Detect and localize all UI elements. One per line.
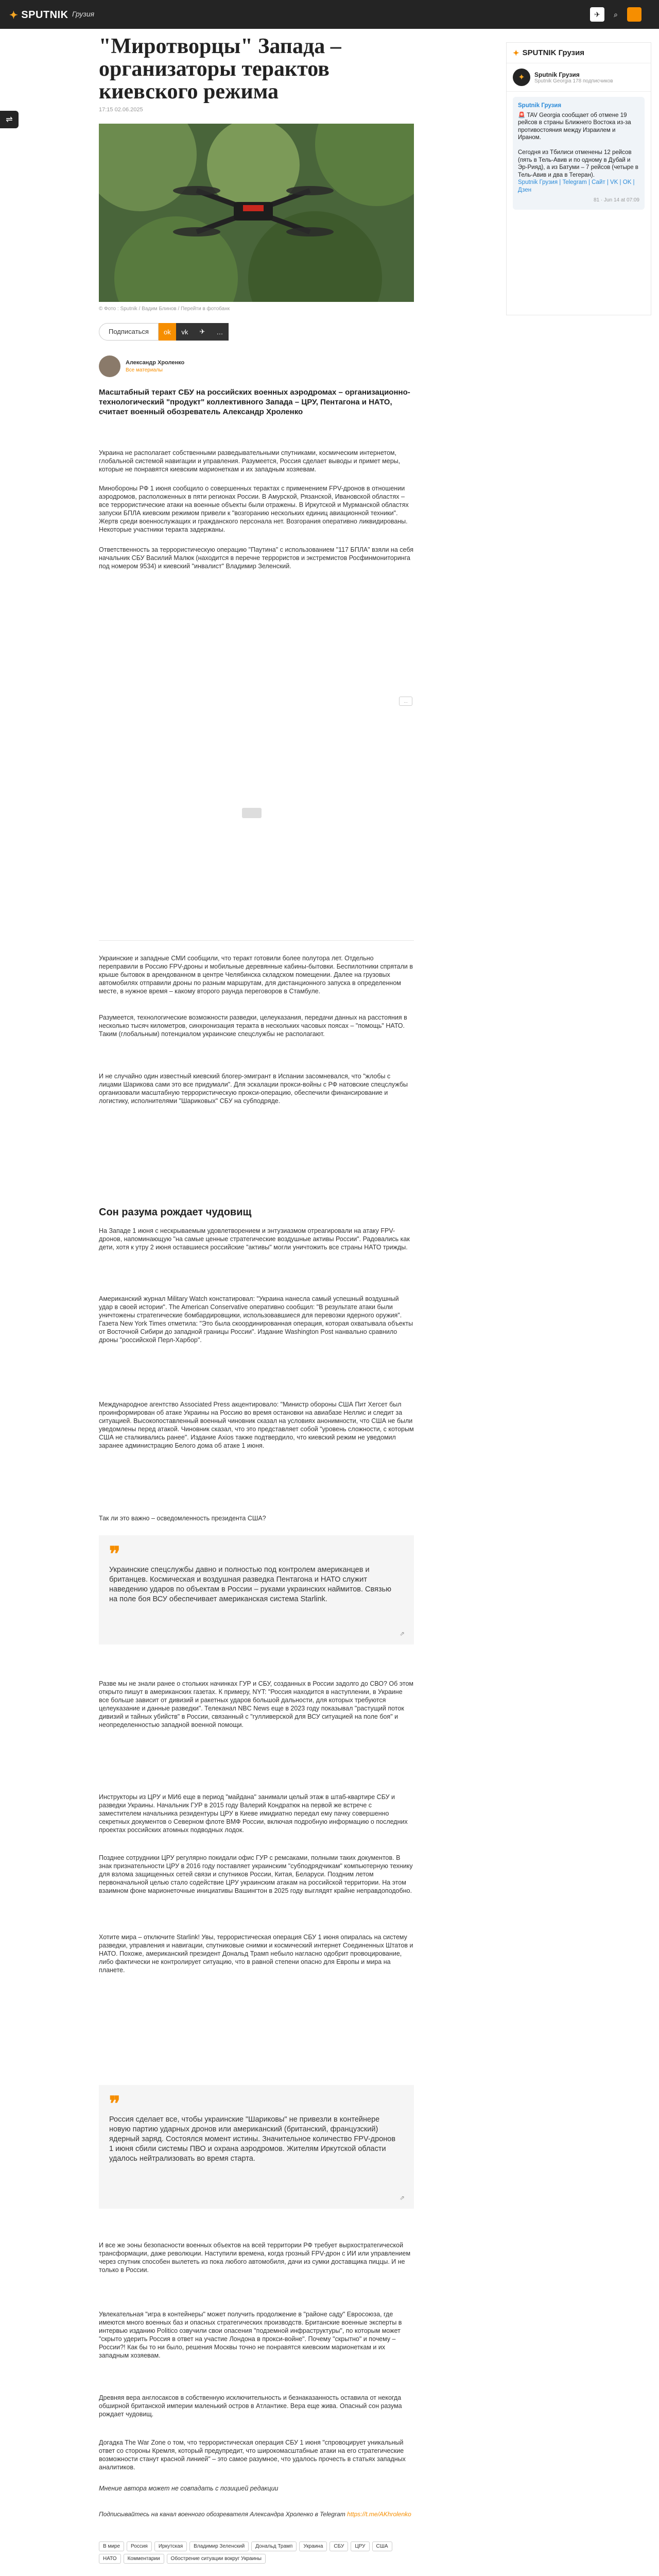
tag[interactable]: ЦРУ	[351, 2541, 369, 2551]
post-author: Sputnik Грузия	[518, 103, 562, 109]
quote-text: Россия сделает все, чтобы украинские "Шариковы" не привезли в контейнере новую партию ударных дронов или американский (британский, французский) ядерный заряд. Состоялся момент истины. Значительное количество FPV-дронов 1 июня сбили системы ПВО и охрана аэродромов. Жителям Иркутской области удалось нейтрализовать во время старта.	[109, 2115, 396, 2163]
widget-header	[507, 43, 651, 63]
channel-info[interactable]	[507, 63, 651, 92]
tag[interactable]: Обострение ситуации вокруг Украины	[167, 2554, 266, 2564]
article-lead: Масштабный теракт СБУ на российских военных аэродромах – организационно-технологический "продукт" коллективного Запада – ЦРУ, Пентагона и НАТО, считает военный обозреватель Александр Хроленко	[99, 388, 410, 416]
paragraph: Разве мы не знали ранее о стольких начинках ГУР и СБУ, созданных в России задолго до СВО? Об этом открыто пишут в американских газетах. К примеру, NYT: "Россия находится в наступлении, в Украине все больше зависит от дивизий и ракетных ударов большой дальности, для которых требуются целеуказание и данные разведки". Телеканал NBC News еще в 2023 году показывал "растущий поток дивизий и тайных убийств" в России, связанный с "гулливерской для ВСУ ситуацией на поле боя" и неопределенностью западной военной помощи.	[99, 1680, 414, 1728]
telegram-post	[513, 97, 645, 210]
share-ok-icon[interactable]: ok	[159, 323, 176, 341]
post-meta: 81 · Jun 14 at 07:09	[594, 197, 639, 203]
region-label[interactable]: Грузия	[72, 10, 95, 18]
share-quote-icon[interactable]: ⇗	[399, 1630, 405, 1637]
sputnik-logo[interactable]	[9, 9, 68, 22]
paragraph: Международное агентство Associated Press акцентировало: "Министр обороны США Пит Хегсет был проинформирован об атаке Украины на Россию во время остановки на авиабазе Неллис и следит за ситуацией. Высокопоставленный военный чиновник сказал на условиях анонимности, что США не были уведомлены перед атакой. Чиновник сказал, что это представляет собой "уровень сложности, с которым США не сталкивались ранее". Издание Axios также подтвердило, что киевский режим не уведомил заранее администрацию Белого дома об атаке 1 июня.	[99, 1401, 414, 1449]
paragraph: Украина не располагает собственными разведывательными спутниками, космическим интернетом, глобальной системой навигации и управления. Разумеется, Россия сделает выводы и примет меры, которые не понравятся киевским марионеткам и их западным хозяевам.	[99, 449, 401, 473]
tag[interactable]: США	[372, 2541, 392, 2551]
photo-caption: © Фото : Sputnik / Вадим Блинов / Перейти в фотобанк	[99, 306, 230, 312]
article-photo	[99, 124, 414, 302]
paragraph: И все же эоны безопасности военных объектов на всей территории РФ требует вырхостратегической трансформации, даже революции. Наступили времена, когда грозный FPV-дрон с ИИ или управлением через спутник способен вылететь из пока любого автомобиля, дачи из сумки доставщика пиццы. И не только в России.	[99, 2242, 411, 2274]
paragraph: Инструкторы из ЦРУ и МИ6 еще в период "майдана" занимали целый этаж в штаб-квартире СБУ и разведки Украины. Начальник ГУР в 2015 году Валерий Кондратюк на первой же встрече с заместителем начальника резидентуры ЦРУ в Киеве имидиатно передал ему пачку совершенно секретных документов о Северном флоте ВМФ России, включая подробную информацию о последних проектах российских атомных подводных лодок.	[99, 1793, 408, 1834]
tag[interactable]: НАТО	[99, 2554, 121, 2564]
telegram-link[interactable]: https://t.me/AKhrolenko	[347, 2511, 411, 2518]
paragraph: На Западе 1 июня с нескрываемым удовлетворением и энтузиазмом отреагировали на атаку FPV-дронов, напоминающую "на самые ценные стратегические воздушные активы России". Радовались как дети, хотя к утру 2 июня оставшиеся российские "активы" могли уничтожить все страны НАТО трижды.	[99, 1227, 410, 1251]
top-bar	[0, 0, 659, 29]
quote-block	[99, 1535, 414, 1645]
author-name[interactable]: Александр Хроленко	[126, 360, 185, 366]
expand-more-button[interactable]: ...	[399, 697, 412, 706]
paragraph: Так ли это важно – осведомленность президента США?	[99, 1515, 266, 1522]
widget-title: SPUTNIK Грузия	[522, 48, 585, 57]
subscribe-button[interactable]: Подписаться	[99, 323, 159, 341]
share-more-icon[interactable]: …	[211, 323, 229, 341]
tag[interactable]: Украина	[299, 2541, 327, 2551]
sputnik-star-icon: ✦	[9, 10, 19, 21]
tag[interactable]: СБУ	[330, 2541, 348, 2551]
menu-icon[interactable]: ≡	[627, 7, 641, 22]
search-icon[interactable]: ⌕	[609, 7, 623, 22]
paragraph: Позднее сотрудники ЦРУ регулярно покидали офис ГУР с ремсаками, полными таких документов. В знак признательности ЦРУ в 2016 году поставляет украинским "субподрядчикам" компьютерную технику для взлома защищенных сетей связи и спутников России, Китая, Беларуси. Поздним летом первоначальной целью стало содействие ЦРУ украинским атакам на российской территории. На этом взаимном фоне марионеточные инициативы Вашингтон в 2025 году выглядят крайне неправдоподобно.	[99, 1854, 413, 1894]
tag[interactable]: Россия	[127, 2541, 152, 2551]
tag[interactable]: Иркутская	[154, 2541, 187, 2551]
tag[interactable]: Владимир Зеленский	[189, 2541, 249, 2551]
paragraph: И не случайно один известный киевский блогер-эмигрант в Испании засомневался, что "жлобы с лицами Шарикова сами это все придумали". Для эскалации прокси-войны с РФ натовские спецслужбы организовали масштабную террористическую прокси-операцию, обеспечили финансирование и логистику, исполнителями "Шариковых" СБУ на субподряде.	[99, 1073, 408, 1105]
tag[interactable]: В мире	[99, 2541, 124, 2551]
disclaimer: Мнение автора может не совпадать с позицией редакции	[99, 2485, 279, 2492]
quote-mark-icon: ❞	[109, 1543, 120, 1566]
telegram-promo-text: Подписывайтесь на канал военного обозревателя Александра Хроленко в Telegram	[99, 2511, 345, 2518]
post-links[interactable]: Sputnik Грузия | Telegram | Сайт | VK | OK | Дзен	[518, 179, 635, 193]
sputnik-star-icon: ✦	[513, 48, 519, 58]
tag[interactable]: Комментарии	[124, 2554, 164, 2564]
arrow-icon: ⇌	[6, 115, 13, 124]
channel-name[interactable]: Sputnik Грузия	[534, 71, 580, 78]
header-icons	[590, 7, 641, 22]
quote-block	[99, 2085, 414, 2209]
article-title: "Миротворцы" Запада – организаторы терактов киевского режима	[99, 35, 341, 104]
side-menu-tab[interactable]	[0, 111, 19, 128]
ad-placeholder	[242, 808, 262, 818]
paragraph: Древняя вера англосаксов в собственную исключительность и безнаказанность оставила от некогда обширной британской империи маленький остров в Атлантике. Вера еще жива. Опасный сон разума рождает чудовищ.	[99, 2394, 402, 2418]
telegram-widget	[506, 42, 651, 315]
post-text: 🚨 TAV Georgia сообщает об отмене 19 рейсов в страны Ближнего Востока из-за противостояния между Израилем и Ираном. Сегодня из Тбилиси отменены 12 рейсов (пять в Тель-Авив и по одному в Дубай и Эр-Рияд), а из Батуми – 7 рейсов (четыре в Тель-Авив и два в Тегеран).	[518, 112, 638, 178]
share-bar	[99, 323, 229, 341]
paragraph: Минобороны РФ 1 июня сообщило о совершенных терактах с применением FPV-дронов в отношении аэродромов, расположенных в пяти регионах России. В Амурской, Рязанской, Ивановской областях – все террористические атаки на военные объекты были отражены. В Иркутской и Мурманской областях запуски БПЛА киевским режимом привели к "возгоранию нескольких единиц авиационной техники". Жертв среди военнослужащих и гражданского персонала нет. Возгорания оперативно ликвидированы. Некоторые участники теракта задержаны.	[99, 485, 409, 533]
author-all-materials-link[interactable]: Все материалы	[126, 367, 163, 373]
author-avatar	[99, 355, 120, 377]
paragraph: Увлекательная "игра в контейнеры" может получить продолжение в "районе саду" Евросоюза, где имеются много военных баз и опасных стратегических производств. Британские военные эксперты в интервью изданию Politico озвучили свои опасения "подземной инфраструктуры", по которым может "скрыто удерить Россия в ответ на участие Лондона в прокси-войне". Почему "скрытно" и почему – России?! Как бы то ни было, решения Москвы точно не понравятся киевским марионеткам и их западным хозяевам.	[99, 2311, 402, 2359]
tag[interactable]: Дональд Трамп	[251, 2541, 297, 2551]
channel-subscribers: Sputnik Georgia 178 подписчиков	[534, 78, 613, 84]
telegram-icon[interactable]: ✈	[590, 7, 604, 22]
section-heading: Сон разума рождает чудовищ	[99, 1207, 252, 1218]
article-date: 17:15 02.06.2025	[99, 107, 143, 113]
paragraph: Хотите мира – отключите Starlink! Увы, террористическая операция СБУ 1 июня опиралась на систему разведки, управления и навигации, спутниковые снимки и космический интернет Соединенных Штатов и НАТО. Похоже, американский президент Дональд Трамп небыло нагласно одобрит провоцирование, либо фактически не контролирует ситуацию, что в равной степени опасно для Европы и мира на планете.	[99, 1934, 413, 1974]
quote-mark-icon: ❞	[109, 2092, 120, 2115]
share-vk-icon[interactable]: vk	[176, 323, 194, 341]
paragraph: Ответственность за террористическую операцию "Паутина" с использованием "117 БПЛА" взяли на себя начальник СБУ Василий Малюк (находится в перечне террористов и экстремистов Росфинмониторинга под номером 9534) и киевский "инвалист" Владимир Зеленский.	[99, 546, 413, 570]
drone-photo	[99, 124, 414, 302]
tag-list	[99, 2541, 414, 2564]
share-telegram-icon[interactable]: ✈	[194, 323, 211, 341]
quote-text: Украинские спецслужбы давно и полностью под контролем американцев и британцев. Космическая и воздушная разведка Пентагона и НАТО служит наведению ударов по объектам в России – руками украинских наймитов. Связью на поле боя ВСУ обеспечивает американская система Starlink.	[109, 1566, 391, 1603]
paragraph: Разумеется, технологические возможности разведки, целеуказания, передачи данных на расстояния в несколько тысяч километров, синхронизация теракта в нескольких часовых поясах – "помощь" НАТО. Таким (глобальным) потенциалом украинские спецслужбы не располагают.	[99, 1014, 407, 1038]
paragraph: Украинские и западные СМИ сообщили, что теракт готовили более полутора лет. Отдельно переправили в Россию FPV-дроны и мобильные деревянные кабины-бытовки. Беспилотники спрятали в крыше бытовок в арендованном в центре Челябинска складском помещении. Далее на грузовых автомобилях отправили дроны по разным маршрутам, для дистанционного запуска в определенном месте, в нужное время – какому второго раунда переговоров в Стамбуле.	[99, 955, 413, 995]
divider	[99, 940, 414, 941]
channel-avatar: ✦	[513, 69, 530, 86]
logo-text: SPUTNIK	[21, 9, 68, 21]
author-block[interactable]	[99, 355, 184, 377]
paragraph: Догадка The War Zone о том, что террористическая операция СБУ 1 июня "спровоцирует уникальный ответ со стороны Кремля, который предупредит, что широкомасштабные атаки на его стратегические возможности станут красной линией" – это самое разумное, что удалось прочесть в статьях западных аналитиков.	[99, 2439, 406, 2471]
share-quote-icon[interactable]: ⇗	[399, 2194, 405, 2201]
telegram-promo	[99, 2510, 414, 2518]
paragraph: Американский журнал Military Watch констатировал: "Украина нанесла самый успешный воздушный удар в своей истории". The American Conservative оперативно сообщил: "В результате атаки были уничтожены стратегические бомбардировщики, использовавшиеся для перевозки ядерного оружия". Газета New York Times отметила: "Это была скоординированная операция, которая охватывала объекты от Восточной Сибири до западной границы России". Издание Washington Post нанвально сравнило дроны "российской Перл-Харбор".	[99, 1295, 413, 1344]
